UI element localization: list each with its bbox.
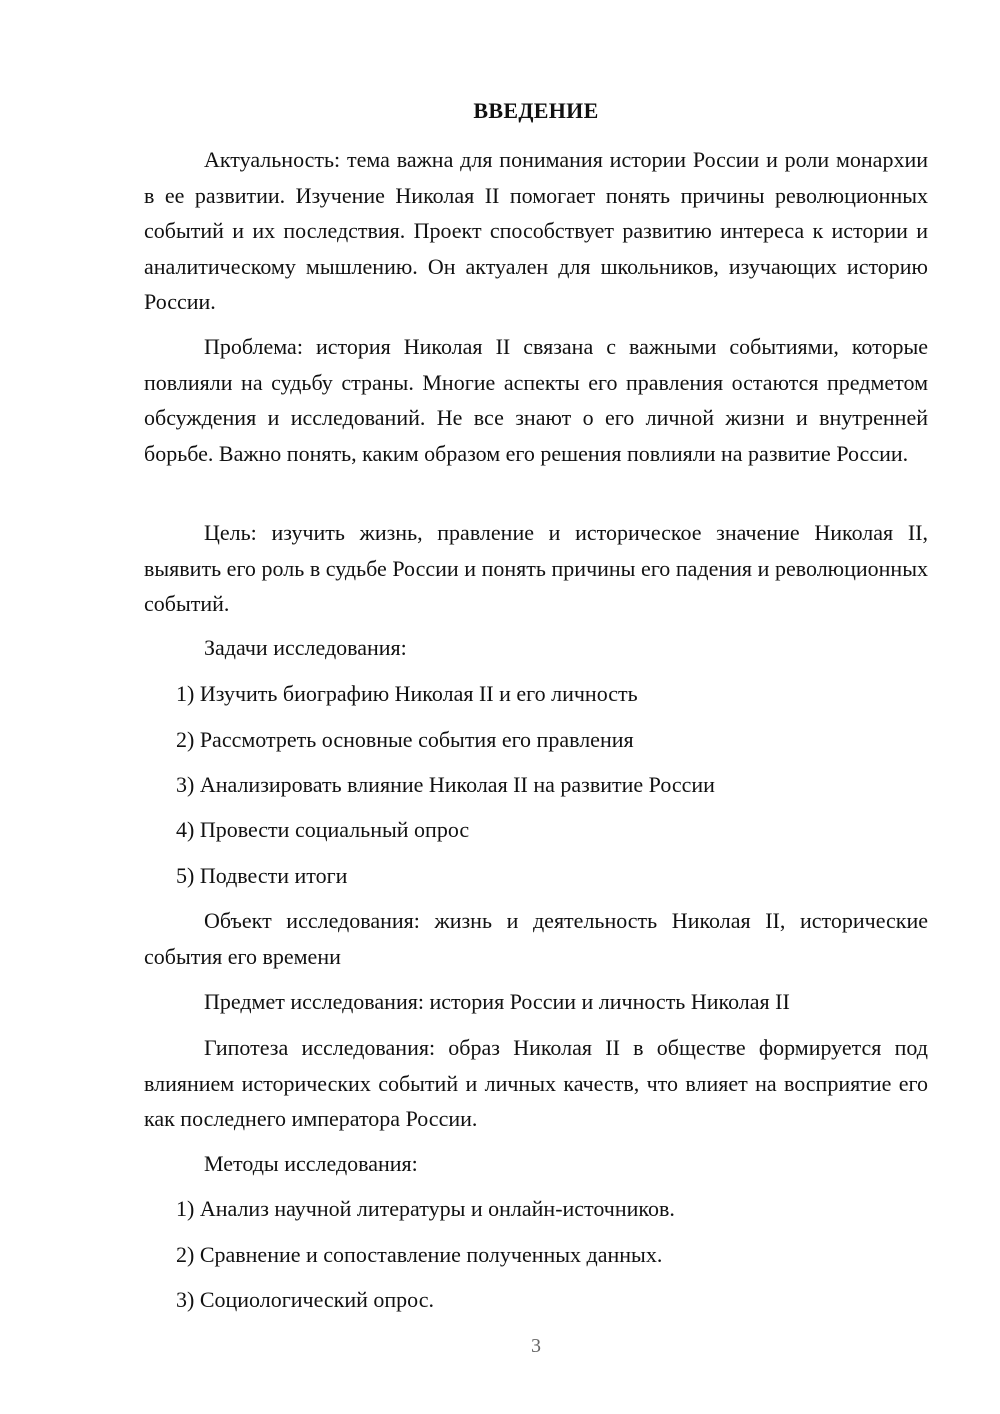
problem-paragraph: Проблема: история Николая II связана с важными событиями, которые повлияли на судьбу страны. Многие аспекты его правления остаются предметом обсуждения и исследований. Не все знают о его личной жизни и внутренней борьбе. Важно понять, каким образом его решения повлияли на развитие России. (144, 334, 928, 466)
method-item-1: 1) Анализ научной литературы и онлайн-источников. (176, 1196, 675, 1221)
tasks-title: Задачи исследования: (204, 635, 407, 660)
task-item-2: 2) Рассмотреть основные события его правления (176, 727, 634, 752)
page-title: ВВЕДЕНИЕ (473, 98, 599, 123)
methods-title: Методы исследования: (204, 1151, 418, 1176)
task-item-3: 3) Анализировать влияние Николая II на развитие России (176, 772, 715, 797)
object-paragraph: Объект исследования: жизнь и деятельность Николая II, исторические события его времени (144, 908, 928, 969)
relevance-paragraph: Актуальность: тема важна для понимания истории России и роли монархии в ее развитии. Изучение Николая II помогает понять причины революционных событий и их последствия. Проект способствует развитию интереса к истории и аналитическому мышлению. Он актуален для школьников, изучающих историю России. (144, 147, 928, 314)
hypothesis-paragraph: Гипотеза исследования: образ Николая II в обществе формируется под влиянием исторических событий и личных качеств, что влияет на восприятие его как последнего императора России. (144, 1035, 928, 1131)
goal-paragraph: Цель: изучить жизнь, правление и историческое значение Николая II, выявить его роль в судьбе России и понять причины его падения и революционных событий. (144, 520, 928, 616)
subject-paragraph: Предмет исследования: история России и личность Николая II (204, 989, 790, 1014)
task-item-5: 5) Подвести итоги (176, 863, 348, 888)
task-item-4: 4) Провести социальный опрос (176, 817, 470, 842)
method-item-3: 3) Социологический опрос. (176, 1287, 434, 1312)
method-item-2: 2) Сравнение и сопоставление полученных данных. (176, 1242, 663, 1267)
task-item-1: 1) Изучить биографию Николая II и его личность (176, 681, 638, 706)
page-number: 3 (531, 1335, 541, 1357)
